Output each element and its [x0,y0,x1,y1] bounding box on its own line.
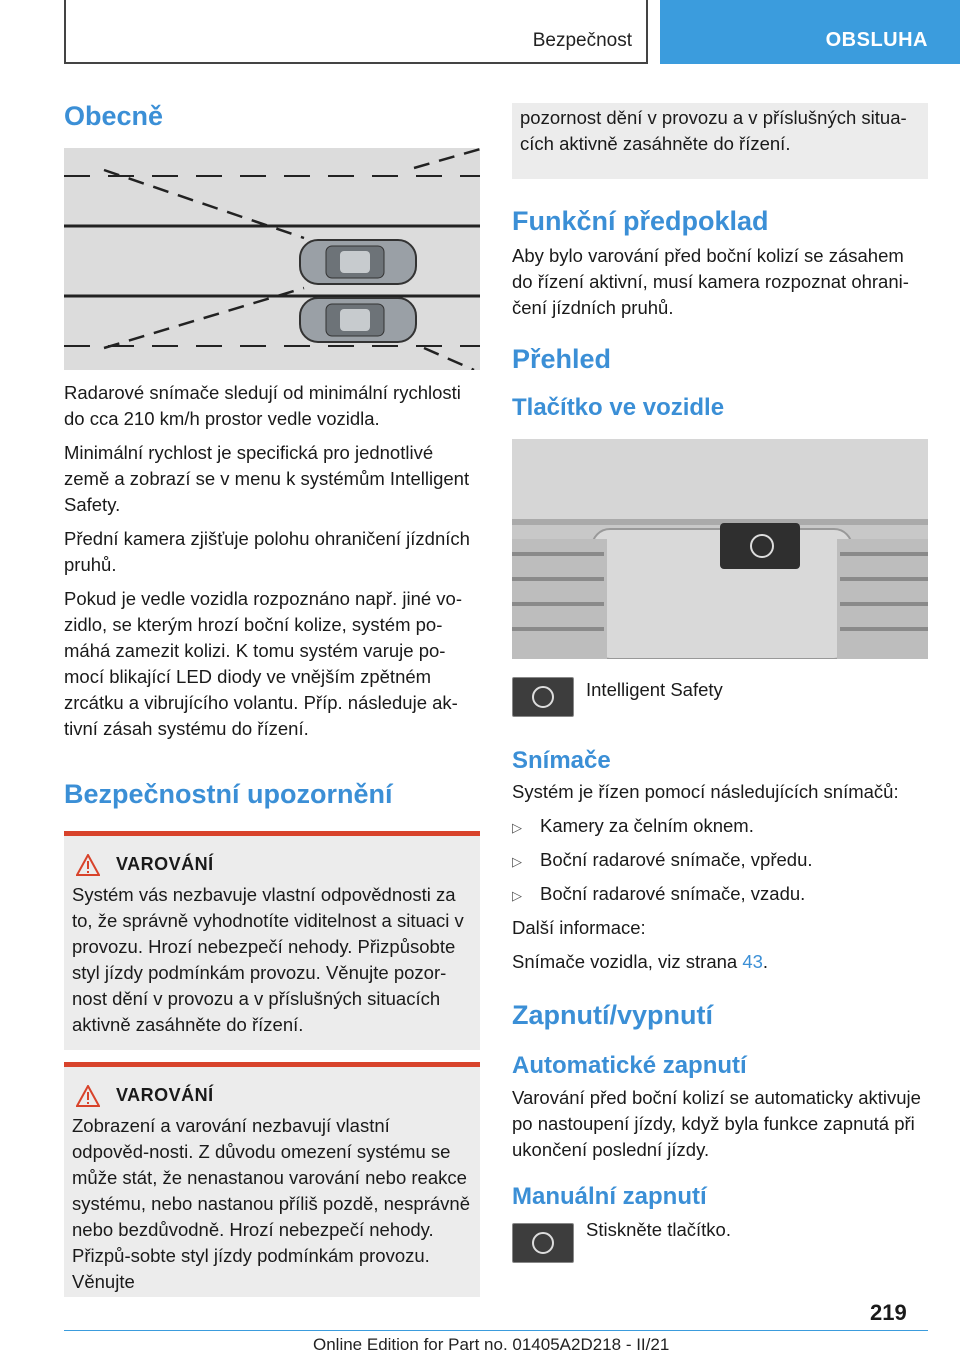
lane-diagram-figure [64,148,480,370]
warning-box-2 [64,1062,480,1297]
footer-divider [64,1330,928,1331]
reference-text: Snímače vozidla, viz strana [512,951,738,973]
list-item [512,813,928,841]
triangle-bullet-icon: ▷ [512,820,522,836]
right-column [512,103,928,1263]
automatic-text: Varování před boční kolizí se automaticky aktivuje po nastoupení jízdy, když byla funkce zapnutá při ukončení poslední jízdy. [512,1086,921,1160]
car-bottom [300,298,416,342]
warning-box-1 [64,831,480,1050]
lane-diagram [64,148,480,370]
intelligent-safety-row [512,677,928,717]
heading-button-in-vehicle: Tlačítko ve vozidle [512,393,725,421]
heading-on-off: Zapnutí/vypnutí [512,1000,713,1031]
triangle-bullet-icon: ▷ [512,888,522,904]
page-number: 219 [870,1300,907,1325]
manual-text: Stiskněte tlačítko. [586,1219,731,1241]
warning-2-continuation [512,103,928,179]
warning-2-title: VAROVÁNÍ [116,1085,214,1106]
manual-row [512,1217,928,1263]
paragraph-4: Pokud je vedle vozidla rozpoznáno např. jiné vo-zidlo, se kterým hrozí boční kolize, systém po-máhá zamezit kolizi. K tomu systém varuje po-mocí blikající LED diody ve vnějším zpětném zrcátku a vibrujícího volantu. Příp. následuje ak-tivní zásah systému do řízení. [64,588,462,740]
footer-edition [313,1335,669,1355]
list-item [512,881,928,909]
reference-end: . [762,951,769,973]
header-chapter-label: OBSLUHA [825,29,928,51]
heading-automatic: Automatické zapnutí [512,1051,747,1079]
header-section-title: Bezpečnost [532,30,632,51]
warning-1-title: VAROVÁNÍ [116,854,214,875]
sensor-item-3: Boční radarové snímače, vzadu. [540,883,806,905]
warning-triangle-icon [76,1085,100,1107]
heading-safety: Bezpečnostní upozornění [64,779,393,810]
sensor-item-1: Kamery za čelním oknem. [540,815,754,837]
more-info-label: Další informace: [512,917,646,939]
heading-general: Obecně [64,101,164,131]
list-item [512,847,928,875]
paragraph-2: Minimální rychlost je specifická pro jednotlivé země a zobrazí se v menu k systémům Intelligent Safety. [64,442,470,516]
intelligent-safety-label: Intelligent Safety [586,678,723,700]
intelligent-safety-button-icon [512,677,574,717]
warning-triangle-icon [76,854,100,876]
prerequisite-text: Aby bylo varování před boční kolizí se zásahem do řízení aktivní, musí kamera rozpoznat ohrani-čení jízdních pruhů. [512,245,909,319]
car-top [300,240,416,284]
warning-1-text: Systém vás nezbavuje vlastní odpovědnosti za to, že správně vyhodnotíte viditelnost a situaci v provozu. Hrozí nebezpečí nehody. Přizpůsobte styl jízdy podmínkám provozu. Věnujte pozor-nost dění v provozu a v příslušných situacích aktivně zasáhněte do řízení. [72,883,464,1035]
heading-manual: Manuální zapnutí [512,1182,707,1210]
triangle-bullet-icon: ▷ [512,854,522,870]
reference-page-link[interactable]: 43 [742,951,763,973]
footer-edition-text: Online Edition for Part no. 01405A2D218 - II/21 [313,1335,670,1354]
sensor-item-2: Boční radarové snímače, vpředu. [540,849,813,871]
dashboard-photo [512,439,928,659]
left-column [64,100,480,1297]
paragraph-3: Přední kamera zjišťuje polohu ohraničení jízdních pruhů. [64,528,470,576]
sensors-intro: Systém je řízen pomocí následujících snímačů: [512,781,899,803]
button-photo-figure [512,439,928,659]
reference-line [512,949,928,975]
heading-overview: Přehled [512,344,612,375]
warning-2-text: Zobrazení a varování nezbavují vlastní odpověd-nosti. Z důvodu omezení systému se může stát, že nenastanou varování nebo reakce systému, nebo nastanou příliš pozdě, nesprávně nebo bezdůvodně. Hrozí nebezpečí nehody. Přizpů-sobte styl jízdy podmínkám provozu. Věnujte [72,1114,470,1292]
warning-2-continuation-text: pozornost dění v provozu a v příslušných situa-cích aktivně zasáhněte do řízení. [520,107,907,154]
header-box [64,0,648,64]
intelligent-safety-button-icon [512,1223,574,1263]
paragraph-1: Radarové snímače sledují od minimální rychlosti do cca 210 km/h prostor vedle vozidla. [64,382,461,430]
heading-sensors: Snímače [512,746,611,774]
header-chapter-tab [660,0,960,64]
heading-prerequisite: Funkční předpoklad [512,206,769,236]
